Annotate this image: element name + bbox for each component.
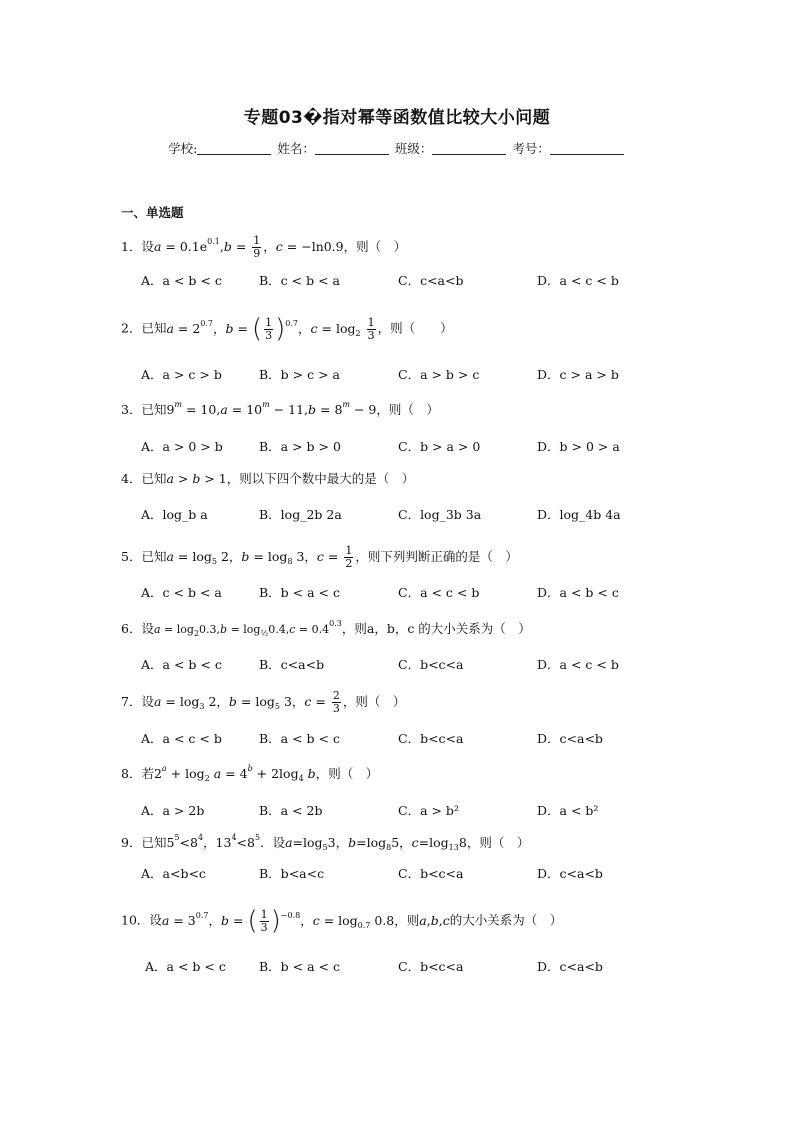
question-5-math: $a = \log_5 2$，$b = \log_8 3$，c = $\frac{1}{2}$	[166, 544, 353, 570]
option-a[interactable]: A．a < b < c	[145, 959, 226, 974]
option-a[interactable]: A．a < b < c	[141, 657, 222, 672]
option-b[interactable]: B．b<a<c	[259, 866, 325, 881]
option-d[interactable]: D．b > 0 > a	[537, 439, 620, 454]
question-2: 2．已知$a = 2^{0.7}$，b = ( $\frac{1}{3}$ ) $^{0.7}$，$c = \log_2$ $\frac{1}{3}$ ，则（ ）	[121, 314, 453, 344]
option-a[interactable]: A．log_b a	[141, 507, 208, 522]
option-a[interactable]: A．a < c < b	[141, 731, 222, 746]
option-b[interactable]: B．log_2b 2a	[259, 507, 342, 522]
option-a[interactable]: A．a > 0 > b	[141, 439, 223, 454]
option-d[interactable]: D．a < c < b	[537, 273, 619, 288]
option-c[interactable]: C．b<c<a	[398, 866, 464, 881]
question-9-options	[141, 864, 661, 880]
question-6-math: $a = \log_20.3,b = \log_{\frac{1}{2}}0.4,c = 0.4^{0.3}$	[153, 619, 342, 638]
option-c[interactable]: C．a < c < b	[398, 585, 480, 600]
option-c[interactable]: C．a > b²	[398, 803, 459, 818]
option-a[interactable]: A．c < b < a	[141, 585, 222, 600]
option-b[interactable]: B．b > c > a	[259, 367, 340, 382]
option-c[interactable]: C．b<c<a	[398, 657, 464, 672]
question-7-math: $a = \log_3 2$，$b = \log_5 3$，c = $\frac{2}{3}$	[153, 689, 340, 715]
section-title: 一、单选题	[121, 205, 184, 220]
exam-no-blank[interactable]	[550, 142, 624, 155]
question-2-math: $a = 2^{0.7}$，b = ( $\frac{1}{3}$ ) $^{0.7}$，$c = \log_2$ $\frac{1}{3}$	[166, 314, 375, 344]
option-d[interactable]: D．c<a<b	[537, 731, 603, 746]
question-3-options	[141, 437, 661, 453]
question-6-options	[141, 655, 661, 671]
question-5: 5．已知$a = \log_5 2$，$b = \log_8 3$，c = $\frac{1}{2}$ ，则下列判断正确的是（ ）	[121, 544, 518, 570]
option-c[interactable]: C．b > a > 0	[398, 439, 481, 454]
option-b[interactable]: B．b < a < c	[259, 959, 340, 974]
option-c[interactable]: C．b<c<a	[398, 959, 464, 974]
question-5-options	[141, 583, 661, 599]
option-d[interactable]: D．c<a<b	[537, 866, 603, 881]
question-2-options	[141, 365, 661, 381]
option-b[interactable]: B．c < b < a	[259, 273, 340, 288]
question-10: 10．设$a = 3^{0.7}$，b = ( $\frac{1}{3}$ ) $^{-0.8}$，$c = \log_{0.7} 0.8$，则a,b,c的大小关系为（ ）	[121, 906, 563, 936]
option-d[interactable]: D．c > a > b	[537, 367, 619, 382]
option-d[interactable]: D．c<a<b	[537, 959, 603, 974]
question-4: 4．已知a > b > 1，则以下四个数中最大的是（ ）	[121, 471, 415, 486]
question-1-options	[141, 271, 661, 287]
exam-no-label: 考号：	[512, 141, 550, 156]
option-c[interactable]: C．c<a<b	[398, 273, 464, 288]
question-1-math: $a = 0.1e^{0.1},b$ = $\frac{1}{9}$ ，c = −ln0.9	[153, 234, 344, 260]
question-9-math: $5^5<8^4$，$13^4<8^5$．设$a=\log_53$，$b=\log_85$，$c=\log_{13}8$	[166, 833, 467, 852]
student-info-line	[0, 139, 794, 157]
class-blank[interactable]	[432, 142, 506, 155]
option-c[interactable]: C．b<c<a	[398, 731, 464, 746]
option-a[interactable]: A．a<b<c	[141, 866, 206, 881]
option-d[interactable]: D．a < c < b	[537, 657, 619, 672]
option-d[interactable]: D．log_4b 4a	[537, 507, 621, 522]
option-a[interactable]: A．a < b < c	[141, 273, 222, 288]
name-blank[interactable]	[315, 142, 389, 155]
question-6: 6．设$a = \log_20.3,b = \log_{\frac{1}{2}}0.4,c = 0.4^{0.3}$，则a，b，c 的大小关系为（ ）	[121, 619, 531, 638]
option-c[interactable]: C．a > b > c	[398, 367, 480, 382]
question-1: 1．设$a = 0.1e^{0.1},b$ = $\frac{1}{9}$ ，c = −ln0.9，则（ ）	[121, 234, 407, 260]
option-a[interactable]: A．a > c > b	[141, 367, 222, 382]
school-blank[interactable]	[197, 142, 271, 155]
question-10-options	[145, 957, 665, 973]
option-b[interactable]: B．a > b > 0	[259, 439, 341, 454]
question-10-math: $a = 3^{0.7}$，b = ( $\frac{1}{3}$ ) $^{-0.8}$，$c = \log_{0.7} 0.8$，则a,b,c	[161, 906, 450, 936]
question-8: 8．若$2^a + \log_2 a = 4^b + 2\log_4$ b，则（ ）	[121, 764, 379, 783]
school-label: 学校:	[168, 141, 198, 156]
question-4-options	[141, 505, 661, 521]
option-d[interactable]: D．a < b²	[537, 803, 599, 818]
question-9: 9．已知$5^5<8^4$，$13^4<8^5$．设$a=\log_53$，$b=\log_85$，$c=\log_{13}8$，则（ ）	[121, 833, 530, 852]
option-a[interactable]: A．a > 2b	[141, 803, 205, 818]
question-8-options	[141, 801, 661, 817]
question-4-math: a > b > 1	[166, 471, 227, 486]
option-b[interactable]: B．c<a<b	[259, 657, 325, 672]
question-7: 7．设$a = \log_3 2$，$b = \log_5 3$，c = $\frac{2}{3}$ ，则（ ）	[121, 689, 406, 715]
question-7-options	[141, 729, 661, 745]
question-3-math: $9^m = 10,a = 10^m - 11,b = 8^m - 9$	[166, 400, 377, 417]
option-b[interactable]: B．a < b < c	[259, 731, 340, 746]
option-b[interactable]: B．a < 2b	[259, 803, 323, 818]
question-8-math: $2^a + \log_2 a = 4^b + 2\log_4$ b	[153, 764, 316, 783]
name-label: 姓名：	[277, 141, 315, 156]
page-title: 专题03�指对幂等函数值比较大小问题	[243, 108, 551, 128]
class-label: 班级：	[394, 141, 433, 156]
option-b[interactable]: B．b < a < c	[259, 585, 340, 600]
option-c[interactable]: C．log_3b 3a	[398, 507, 482, 522]
question-3: 3．已知$9^m = 10,a = 10^m - 11,b = 8^m - 9$，则（ ）	[121, 400, 439, 417]
option-d[interactable]: D．a < b < c	[537, 585, 619, 600]
